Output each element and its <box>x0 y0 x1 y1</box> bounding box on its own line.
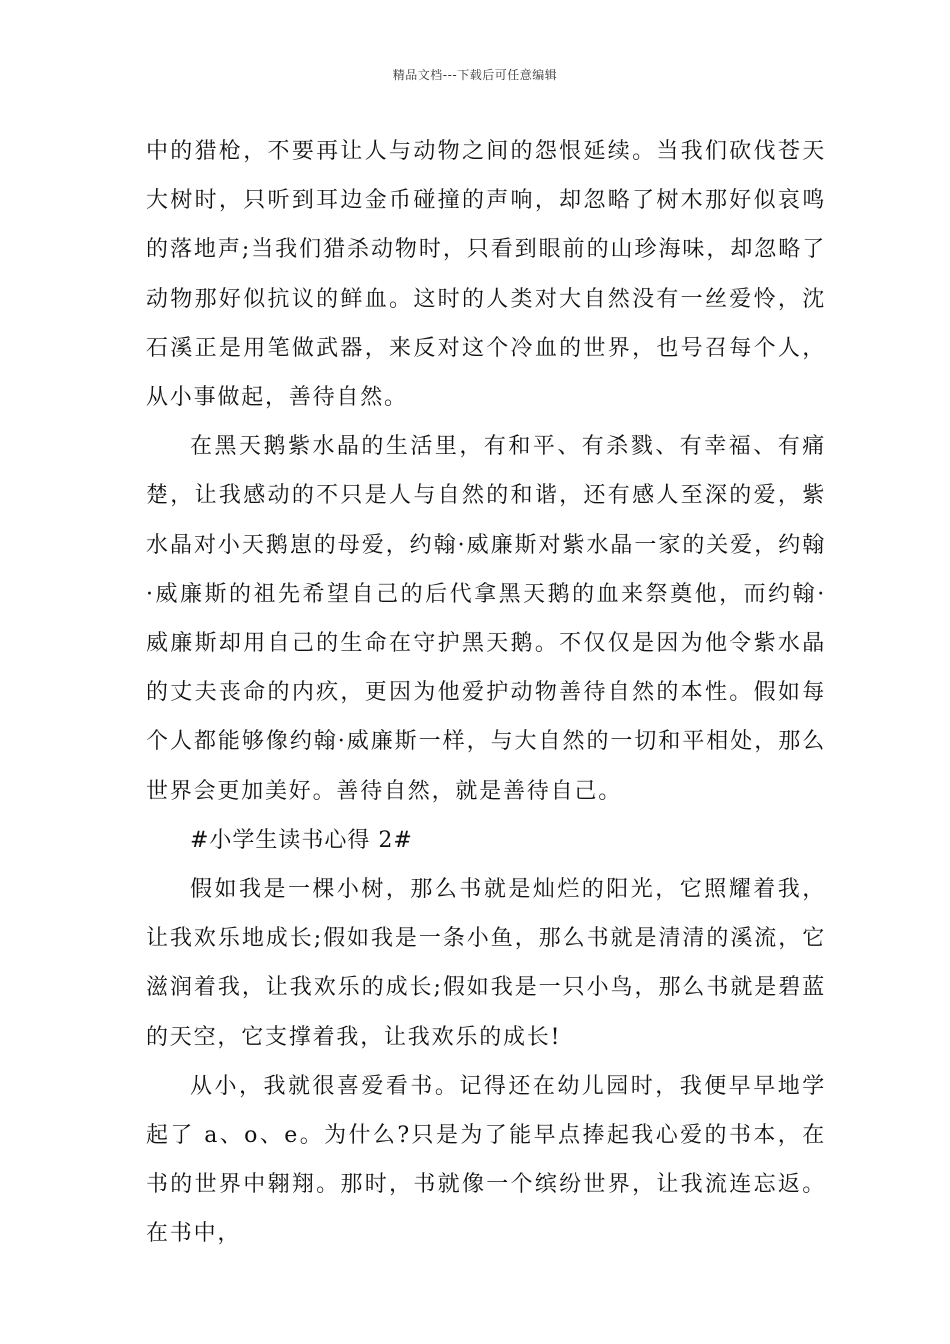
paragraph-black-swan: 在黑天鹅紫水晶的生活里，有和平、有杀戮、有幸福、有痛楚，让我感动的不只是人与自然的和谐，还有感人至深的爱，紫水晶对小天鹅崽的母爱，约翰·威廉斯对紫水晶一家的关爱，约翰·威廉斯的祖先希望自己的后代拿黑天鹅的血来祭奠他，而约翰·威廉斯却用自己的生命在守护黑天鹅。不仅仅是因为他令紫水晶的丈夫丧命的内疚，更因为他爱护动物善待自然的本性。假如每个人都能够像约翰·威廉斯一样，与大自然的一切和平相处，那么世界会更加美好。善待自然，就是善待自己。 <box>146 434 826 804</box>
page-header: 精品文档---下载后可任意编辑 <box>392 68 558 82</box>
document-body <box>146 127 826 1259</box>
section-heading: #小学生读书心得 2# <box>190 827 413 853</box>
paragraph-continued: 中的猎枪，不要再让人与动物之间的怨恨延续。当我们砍伐苍天大树时，只听到耳边金币碰撞的声响，却忽略了树木那好似哀鸣的落地声;当我们猎杀动物时，只看到眼前的山珍海味，却忽略了动物那好似抗议的鲜血。这时的人类对大自然没有一丝爱怜，沈石溪正是用笔做武器，来反对这个冷血的世界，也号召每个人，从小事做起，善待自然。 <box>146 139 826 411</box>
paragraph-if-i-were: 假如我是一棵小树，那么书就是灿烂的阳光，它照耀着我，让我欢乐地成长;假如我是一条小鱼，那么书就是清清的溪流，它滋润着我，让我欢乐的成长;假如我是一只小鸟，那么书就是碧蓝的天空，它支撑着我，让我欢乐的成长! <box>146 877 826 1050</box>
paragraph-childhood-reading: 从小，我就很喜爱看书。记得还在幼儿园时，我便早早地学起了 a、o、e。为什么?只是为了能早点捧起我心爱的书本，在书的世界中翱翔。那时，书就像一个缤纷世界，让我流连忘返。在书中， <box>146 1073 826 1247</box>
